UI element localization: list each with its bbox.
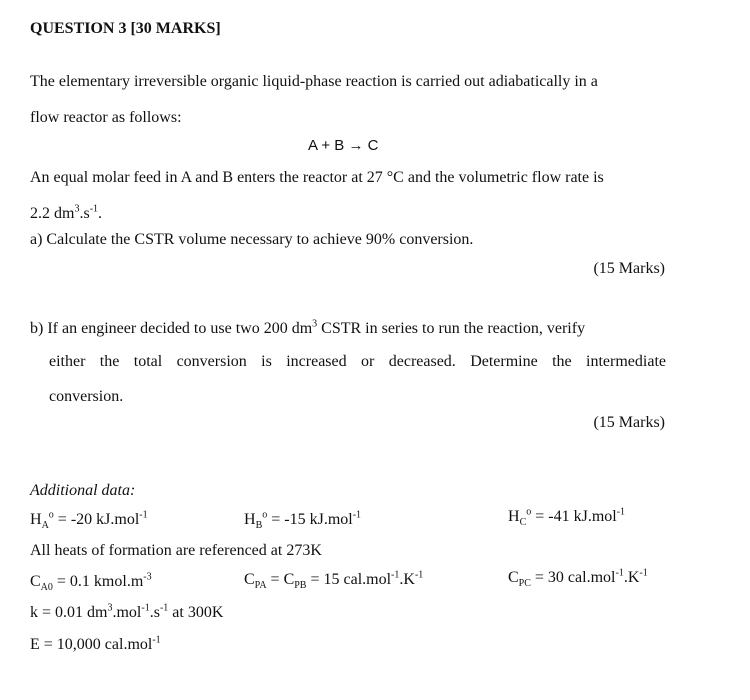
feed-line-2: 2.2 $dm^3.s^{-1}$. [30,203,103,222]
question-title: QUESTION 3 [30 MARKS] [30,20,221,37]
part-b-marks: (15 Marks) [593,414,665,431]
ha-formula: $H_A^o = -20$ kJ.mol$^{-1}$ [30,509,148,532]
rate-constant: k = 0.01 $dm^3.mol^{-1}.s^{-1}$ at 300K [30,602,224,621]
heats-note: All heats of formation are referenced at 273K [30,542,322,559]
intro-line-2: flow reactor as follows: [30,109,182,126]
activation-energy: E = 10,000 cal.mol$^{-1}$ [30,634,161,653]
hc-formula: $H_C^o = -41$ kJ.mol$^{-1}$ [508,506,626,529]
additional-data-heading: Additional data: [30,482,136,499]
ca0-formula: $C_{A0} = 0.1$ $kmol.m^{-3}$ [30,571,152,594]
intro-line-1: The elementary irreversible organic liquid-phase reaction is carried out adiabatically in a [30,73,598,90]
part-b-line-2: either the total conversion is increased or decreased. Determine the intermediate [49,353,666,370]
cpa-cpb-formula: $C_{PA} = C_{PB} = 15$ $cal.mol^{-1}.K^{-1}$ [244,569,424,592]
hb-formula: $H_B^o = -15$ kJ.mol$^{-1}$ [244,509,362,532]
part-a-text: a) Calculate the CSTR volume necessary to achieve 90% conversion. [30,231,474,248]
part-a-marks: (15 Marks) [593,260,665,277]
feed-line-1: An equal molar feed in A and B enters the reactor at 27 °C and the volumetric flow rate is [30,169,604,186]
part-b-line-3: conversion. [49,388,124,405]
reaction-equation: A + B → C [308,137,379,154]
cpc-formula: $C_{PC} = 30$ $cal.mol^{-1}.K^{-1}$ [508,567,648,590]
part-b-line-1: b) If an engineer decided to use two 200 $dm^3$ CSTR in series to run the reaction, verify [30,318,586,337]
